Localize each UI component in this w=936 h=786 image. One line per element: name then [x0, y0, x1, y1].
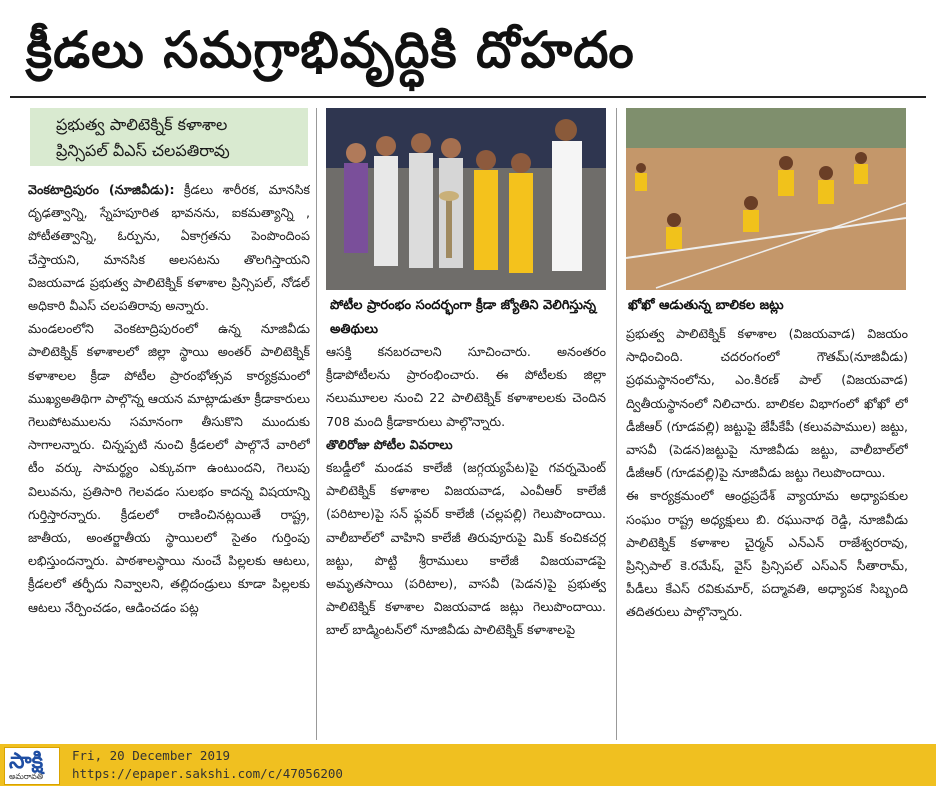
- article-column-3: [626, 322, 908, 722]
- logo-subtext: అమరావతి: [9, 772, 44, 781]
- byline-line-1: ప్రభుత్వ పాలిటెక్నిక్ కళాశాల: [56, 115, 228, 134]
- paragraph: ఆసక్తి కనబరచాలని సూచించారు. అనంతరం క్రీడాపోటీలను ప్రారంభించారు. ఈ పోటీలకు జిల్లా నలుమూలల నుంచి 22 పాలిటెక్నిక్ కళాశాలలకు చెందిన 708 మంది క్రీడాకారులు పాల్గొన్నారు.: [326, 344, 606, 429]
- paragraph: కబడ్డీలో మండవ కాలేజీ (జగ్గయ్యపేట)పై గవర్నమెంట్ పాలిటెక్నిక్ కళాశాల విజయవాడ, ఎంవీఆర్ కాలేజీ (పరిటాల)పై సన్ ఫ్లవర్ కాలేజీ (చల్లపల్లి) గెలుపొందాయి. వాలీబాల్‌లో వాహిని కాలేజీ తిరువూరుపై మిక్ కంచికచర్ల జట్టు, పొట్టి శ్రీరాములు కాలేజీ విజయవాడపై అమృతసాయి (పరిటాల), వాసవీ (పెడన)పై ప్రభుత్వ పాలిటెక్నిక్ కళాశాల విజయవాడ జట్లు గెలుపొందాయి. బాల్ బాడ్మింటన్‌లో నూజివీడు పాలిటెక్నిక్ కళాశాలపై: [326, 460, 606, 638]
- paragraph: మండలంలోని వెంకటాద్రిపురంలో ఉన్న నూజివీడు పాలిటెక్నిక్ కళాశాలలో జిల్లా స్థాయి అంతర్ పాలిటెక్నిక్ కళాశాలల క్రీడా పోటీల ప్రారంభోత్సవ కార్యక్రమంలో ముఖ్యఅతిథిగా పాల్గొన్న ఆయన మాట్లాడుతూ క్రీడాకారులు గెలుపోటములను సమానంగా తీసుకొని ముందుకు సాగాలన్నారు. చిన్నప్పటి నుంచి క్రీడలలో పాల్గొనే వారిలో టీం వర్కు సామర్థ్యం ఎక్కువగా ఉంటుందని, గెలుపు విలువను, ప్రతిసారి గెలవడం సులభం కాదన్న విషయాన్ని గుర్తిస్తారన్నారు. క్రీడలలో రాణించినట్లయితే రాష్ట్ర, జాతీయ, అంతర్జాతీయ స్థాయిలలో సైతం గుర్తింపు లభిస్తుందన్నారు. పాఠశాలస్థాయి నుంచే పిల్లలకు ఆటలు, క్రీడలలో తర్ఫీదు నివ్వాలని, తల్లిదండ్రులు కూడా పిల్లలకు ఆటలు నేర్పించడం, ఆడించడం పట్ల: [28, 321, 310, 615]
- epaper-link[interactable]: https://epaper.sakshi.com/c/47056200: [72, 766, 343, 781]
- article-column-1: [28, 178, 310, 740]
- column-1-text: [28, 178, 310, 317]
- photo-caption-1: పోటీల ప్రారంభం సందర్భంగా క్రీడా జ్యోతిని వెలిగిస్తున్న అతిథులు: [330, 298, 597, 337]
- byline-box: [30, 108, 308, 166]
- byline-line-2: ప్రిన్సిపల్ వీఎస్ చలపతిరావు: [56, 141, 230, 160]
- article-column-2: [326, 340, 606, 740]
- paragraph: ఈ కార్యక్రమంలో ఆంధ్రప్రదేశ్ వ్యాయామ అధ్యాపకుల సంఘం రాష్ట్ర అధ్యక్షులు బి. రఘునాథ రెడ్డి, నూజివీడు పాలిటెక్నిక్ కళాశాల చైర్మన్ ఎన్ఎన్ రాజేశ్వరరావు, ప్రిన్సిపాల్ కె.రమేష్, వైస్ ప్రిన్సిపల్ ఎస్ఎన్ సీతారామ్, పీడీలు కేఎస్ రవికుమార్, పద్మావతి, అధ్యాపక సిబ్బంది తదితరులు పాల్గొన్నారు.: [626, 488, 908, 620]
- headline-divider: [10, 96, 926, 98]
- paragraph: ప్రభుత్వ పాలిటెక్నిక్ కళాశాల (విజయవాడ) విజయం సాధించింది. చదరంగంలో గౌతమ్(నూజివీడు) ప్రథమస్థానంలోను, ఎం.కిరణ్ పాల్ (విజయవాడ) ద్వితీయస్థానంలో నిలిచారు. బాలికల విభాగంలో ఖోఖో లో డీజీఆర్ (గూడవల్లి) జట్టుపై జేపీకేపీ (కలువపాముల) జట్టు, వాసవీ (పెడన)జట్టుపై నూజివీడు జట్టు, వాలీబాల్‌లో డీజీఆర్ (గూడవల్లి)పై నూజివీడు జట్టు గెలుపొందాయి.: [626, 326, 908, 481]
- paragraph: క్రీడలు శారీరక, మానసిక దృఢత్వాన్ని, స్నేహపూరిత భావనను, ఐకమత్యాన్ని , పోటీతత్వాన్ని, ఓర్పును, ఏకాగ్రతను పెంపొందింప చేస్తాయని, మానసిక అలసటను తొలగిస్తాయని విజయవాడ ప్రభుత్వ పాలిటెక్నిక్ కళాశాల ప్రిన్సిపల్, నోడల్ అధికారి వీఎస్ చలపతిరావు అన్నారు.: [28, 182, 310, 314]
- dateline: వెంకటాద్రిపురం (నూజివీడు):: [28, 182, 175, 197]
- edition-date: Fri, 20 December 2019: [72, 748, 231, 763]
- photo-caption-2: ఖోఖో ఆడుతున్న బాలికల జట్లు: [628, 298, 784, 313]
- sakshi-logo: [4, 747, 60, 785]
- column-divider-2: [616, 108, 617, 740]
- photo-kho-kho-teams-image: [626, 108, 906, 290]
- article-headline: క్రీడలు సమగ్రాభివృద్ధికి దోహదం: [26, 21, 635, 79]
- section-subhead: తొలిరోజు పోటీల వివరాలు: [326, 436, 453, 452]
- column-divider-1: [316, 108, 317, 740]
- photo-kho-kho-teams: [626, 108, 906, 290]
- photo-lighting-torch: [326, 108, 606, 290]
- footer-bar: [0, 744, 936, 786]
- logo-text: సాక్షి: [9, 749, 44, 774]
- photo-lighting-torch-image: [326, 108, 606, 290]
